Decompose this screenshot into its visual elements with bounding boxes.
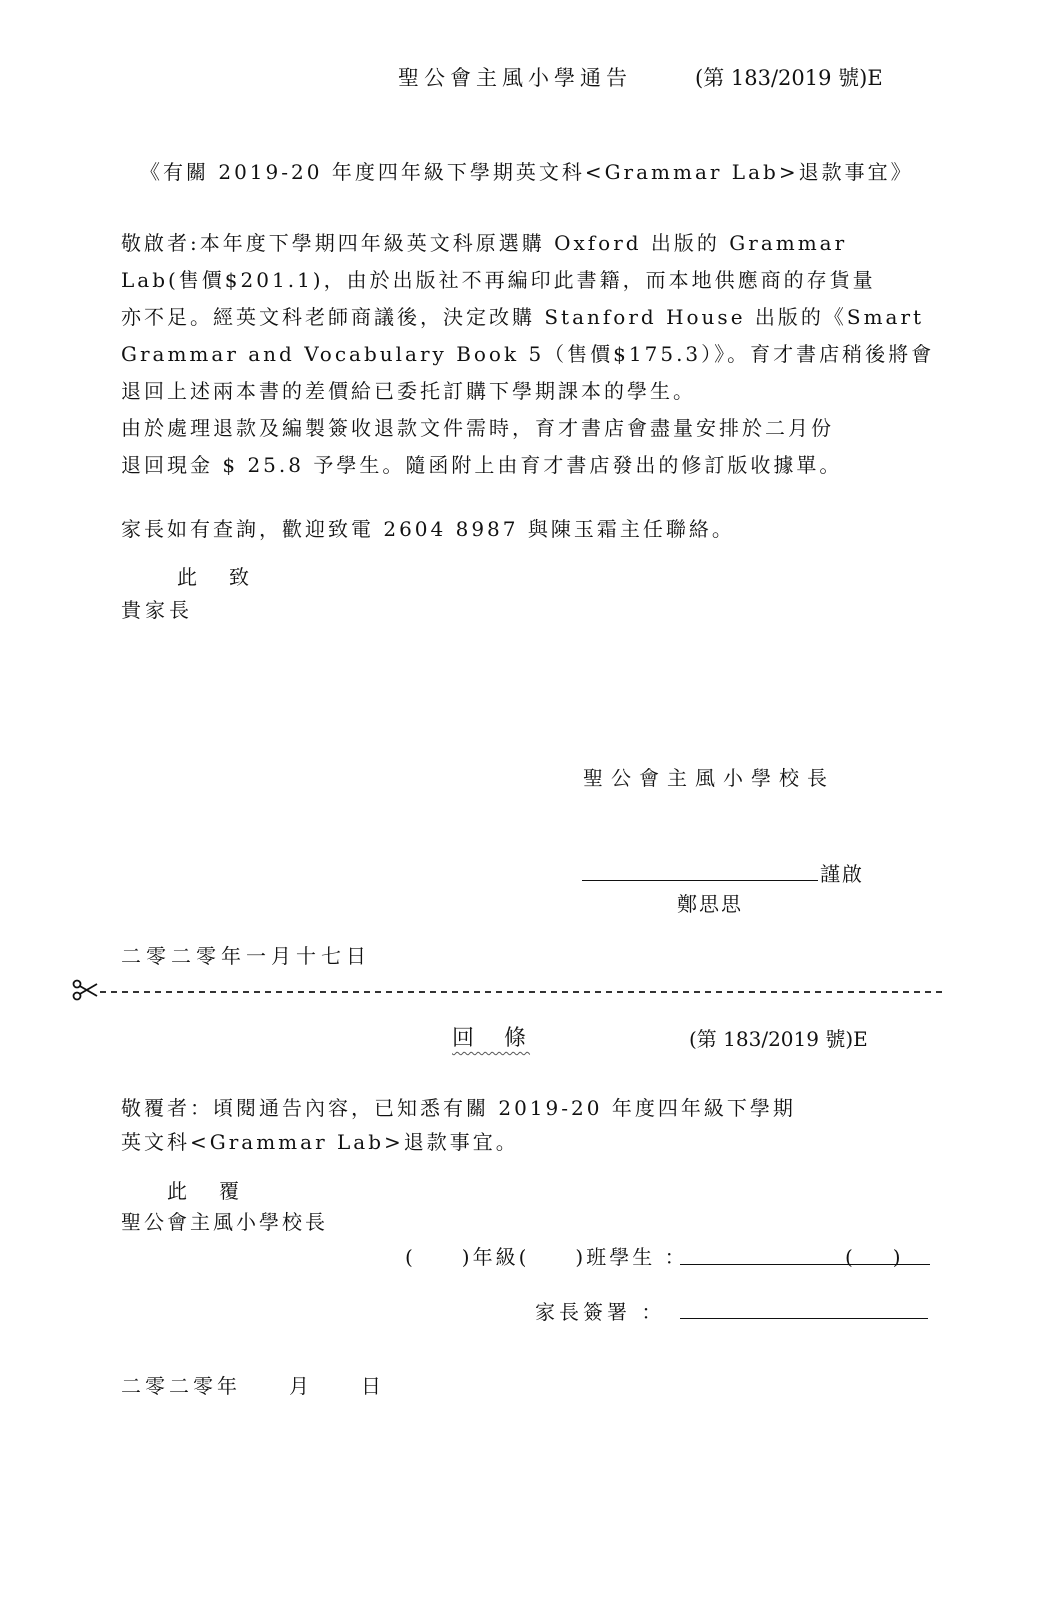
reply-date: 二零二零年 月 日 (121, 1374, 385, 1398)
reply-body-line: 敬覆者：頃閱通告內容，已知悉有關 2019-20 年度四年級下學期 (121, 1096, 796, 1120)
reply-body-line: 英文科<Grammar Lab>退款事宜。 (121, 1130, 519, 1154)
signature-line (582, 880, 818, 881)
student-class-label: ( )年級( )班學生 ： (405, 1245, 688, 1269)
body-line: Grammar and Vocabulary Book 5（售價$175.3）》。育才書店稍後將會 (121, 342, 935, 366)
body-line: 退回現金 $ 25.8 予學生。隨函附上由育才書店發出的修訂版收據單。 (121, 453, 843, 477)
closing-to: 此 致 (177, 565, 255, 589)
notice-body-paragraph-1 (121, 225, 967, 484)
parent-signature-field[interactable] (680, 1318, 928, 1319)
notice-date: 二零二零年一月十七日 (121, 944, 371, 968)
inquiry-paragraph: 家長如有查詢，歡迎致電 2604 8987 與陳玉霜主任聯絡。 (121, 517, 735, 541)
student-number-field: ( ) (845, 1245, 901, 1269)
reply-closing: 此 覆 (167, 1179, 245, 1203)
principal-name: 鄭思思 (677, 892, 743, 916)
reply-recipient: 聖公會主風小學校長 (121, 1210, 328, 1234)
body-line: 敬啟者:本年度下學期四年級英文科原選購 Oxford 出版的 Grammar (121, 231, 848, 255)
principal-title: 聖公會主風小學校長 (583, 766, 835, 790)
notice-number: (第 183/2019 號)E (695, 66, 883, 90)
body-line: 亦不足。經英文科老師商議後，決定改購 Stanford House 出版的《Smart (121, 305, 925, 329)
notice-subject: 《有關 2019-20 年度四年級下學期英文科<Grammar Lab>退款事宜》 (140, 160, 914, 184)
notice-title: 聖公會主風小學通告 (398, 66, 632, 90)
cut-line (100, 991, 942, 993)
body-line: 由於處理退款及編製簽收退款文件需時，育才書店會盡量安排於二月份 (121, 416, 834, 440)
reply-body (121, 1091, 796, 1159)
closing-recipient: 貴家長 (121, 598, 193, 622)
body-line: 退回上述兩本書的差價給已委托訂購下學期課本的學生。 (121, 379, 696, 403)
parent-signature-label: 家長簽署 ： (535, 1300, 666, 1324)
signature-salutation: 謹啟 (820, 862, 864, 886)
scissors-icon (72, 979, 98, 1001)
reply-slip-title: 回 條 (452, 1026, 531, 1051)
reply-notice-number: (第 183/2019 號)E (689, 1027, 868, 1051)
body-line: Lab(售價$201.1)，由於出版社不再編印此書籍，而本地供應商的存貨量 (121, 268, 876, 292)
